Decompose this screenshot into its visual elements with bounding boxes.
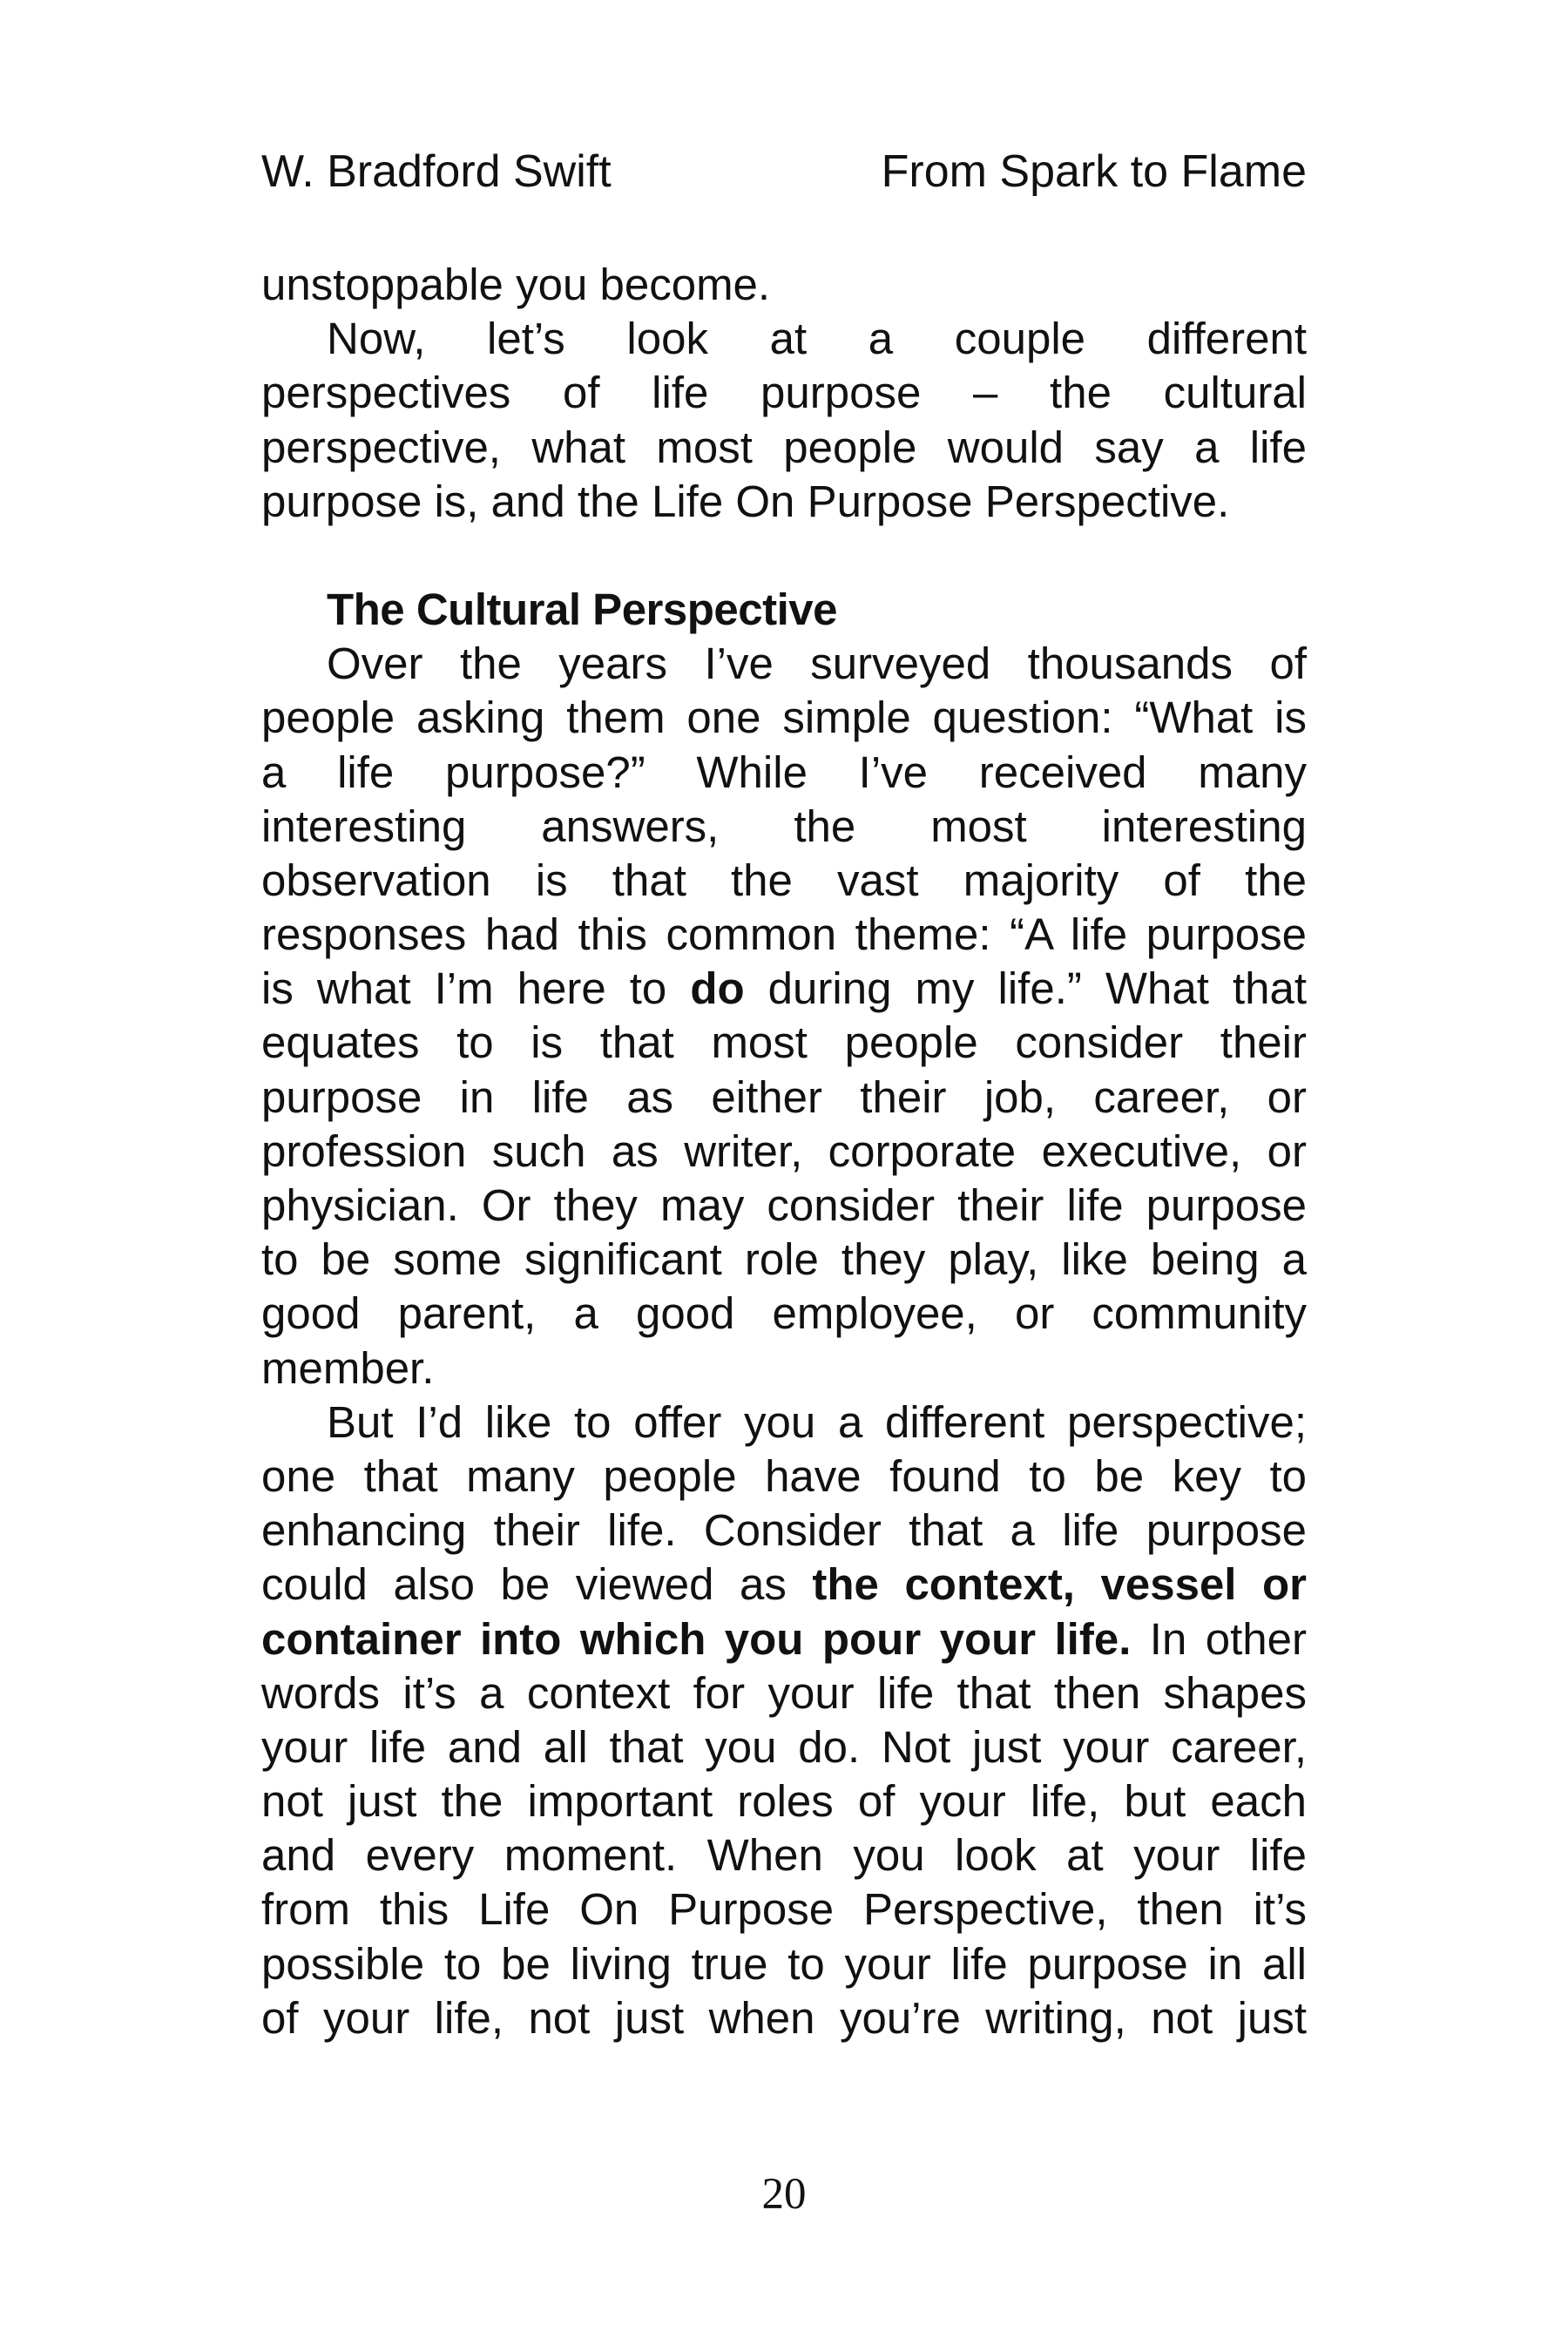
paragraph-line: Over the years I’ve surveyed thousands of: [327, 639, 1307, 689]
paragraph-line: not just the important roles of your life, but each: [261, 1776, 1307, 1827]
paragraph-line: interesting answers, the most interesting: [261, 801, 1307, 851]
page-number: 20: [761, 2170, 807, 2219]
paragraph-line: equates to is that most people consider their: [261, 1017, 1307, 1068]
paragraph-line: words it’s a context for your life that then shapes: [261, 1667, 1307, 1718]
paragraph-line: member.: [261, 1342, 435, 1393]
text-run: In other: [1131, 1613, 1307, 1664]
text-run: during my life.” What that: [744, 963, 1308, 1014]
spacer: [261, 529, 1307, 583]
paragraph-line: one that many people have found to be key to: [261, 1450, 1307, 1501]
paragraph-line: purpose in life as either their job, career, or: [261, 1071, 1307, 1122]
body-text: [261, 258, 1307, 2045]
paragraph-line: perspectives of life purpose – the cultural: [261, 368, 1307, 418]
running-header: [261, 141, 1307, 202]
paragraph-line: from this Life On Purpose Perspective, then it’s: [261, 1884, 1307, 1935]
emphasis-container: container into which you pour your life.: [261, 1613, 1132, 1664]
paragraph-line: physician. Or they may consider their life purpose: [261, 1180, 1307, 1230]
paragraph-line: your life and all that you do. Not just your career,: [261, 1721, 1307, 1772]
paragraph-line: But I’d like to offer you a different perspective;: [327, 1396, 1307, 1447]
paragraph-line: purpose is, and the Life On Purpose Perspective.: [261, 476, 1230, 526]
emphasis-do: do: [690, 963, 745, 1014]
paragraph-line: and every moment. When you look at your life: [261, 1830, 1307, 1881]
header-author: W. Bradford Swift: [261, 146, 612, 197]
paragraph-line: to be some significant role they play, like being a: [261, 1234, 1307, 1285]
section-heading: The Cultural Perspective: [327, 584, 838, 634]
paragraph-line: unstoppable you become.: [261, 260, 771, 309]
paragraph-line-with-emphasis: [261, 1612, 1307, 1666]
paragraph-line: enhancing their life. Consider that a life purpose: [261, 1505, 1307, 1556]
text-run: could also be viewed as: [261, 1559, 813, 1610]
paragraph-line: observation is that the vast majority of the: [261, 855, 1307, 905]
header-book-title: From Spark to Flame: [881, 146, 1307, 197]
paragraph-line: Now, let’s look at a couple different: [327, 314, 1307, 364]
paragraph-line: perspective, what most people would say a life: [261, 422, 1307, 472]
paragraph-line: responses had this common theme: “A life purpose: [261, 909, 1307, 960]
paragraph-line: a life purpose?” While I’ve received many: [261, 747, 1307, 797]
emphasis-context: the context, vessel or: [812, 1559, 1308, 1610]
paragraph-line: people asking them one simple question: “What is: [261, 693, 1307, 743]
paragraph-line: possible to be living true to your life purpose in all: [261, 1938, 1307, 1989]
paragraph-line-with-emphasis: [261, 1558, 1307, 1612]
paragraph-line: of your life, not just when you’re writing, not just: [261, 1992, 1307, 2043]
text-run: is what I’m here to: [261, 963, 691, 1014]
paragraph-line: good parent, a good employee, or community: [261, 1288, 1307, 1339]
paragraph-line-with-emphasis: [261, 962, 1307, 1016]
paragraph-line: profession such as writer, corporate executive, or: [261, 1125, 1307, 1176]
